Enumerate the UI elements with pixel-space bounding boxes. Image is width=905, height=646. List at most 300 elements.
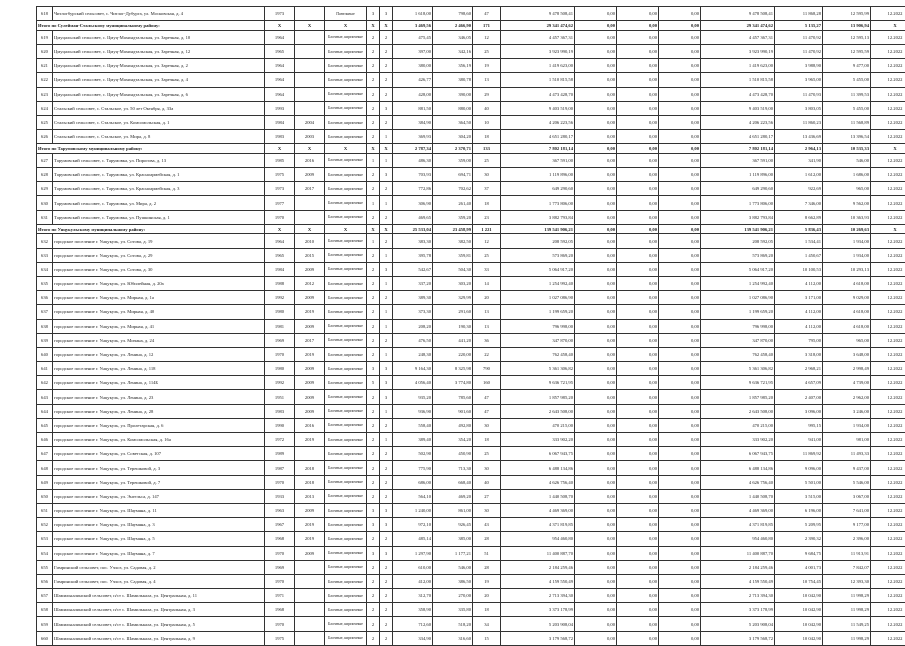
unit-cost-cell: 4 112,00 xyxy=(775,276,823,290)
fund-regional-cell: 0,00 xyxy=(617,153,659,167)
year-built-cell: 1992 xyxy=(265,291,295,305)
year-built-cell: 1975 xyxy=(265,631,295,645)
entrances-cell: X xyxy=(380,224,393,234)
cost-total-cell: 5 203 908,04 xyxy=(501,617,575,631)
residents-cell: 160 xyxy=(473,376,501,390)
fund-regional-cell: 0,00 xyxy=(617,234,659,248)
entrances-cell: 2 xyxy=(380,291,393,305)
year-built-cell: 1964 xyxy=(265,73,295,87)
cost-total-cell: 2 643 508,00 xyxy=(501,404,575,418)
row-number-cell: 625 xyxy=(37,115,53,129)
fund-regional-cell: 0,00 xyxy=(617,210,659,224)
address-cell: Шамилькалинский сельсовет, п/ст с. Шамилькала, ул. Центральная, д. 11 xyxy=(53,589,265,603)
completion-date-cell: 12.2022 xyxy=(871,73,905,87)
total-area-cell: 972,10 xyxy=(393,518,433,532)
living-area-cell: 1 177,21 xyxy=(433,546,473,560)
year-built-cell: 1967 xyxy=(265,518,295,532)
max-unit-cost-cell: 4 618,00 xyxy=(823,319,871,333)
table-row xyxy=(37,546,905,560)
completion-date-cell: 12.2022 xyxy=(871,30,905,44)
unit-cost-cell: 941,00 xyxy=(775,433,823,447)
table-row xyxy=(37,59,905,73)
fund-federal-cell: 0,00 xyxy=(575,518,617,532)
fund-local-cell: 0,00 xyxy=(659,532,701,546)
address-cell: Стальский сельсовет, с. Стальское, ул. Мира, д. 8 xyxy=(53,130,265,144)
living-area-cell: 798,60 xyxy=(433,7,473,21)
year-repair-cell xyxy=(295,44,325,58)
unit-cost-cell: 795,00 xyxy=(775,333,823,347)
max-unit-cost-cell: 965,00 xyxy=(823,182,871,196)
entrances-cell: X xyxy=(380,21,393,31)
fund-local-cell: 0,00 xyxy=(659,144,701,154)
completion-date-cell: 12.2022 xyxy=(871,210,905,224)
fund-federal-cell: 0,00 xyxy=(575,234,617,248)
unit-cost-cell: 995,15 xyxy=(775,418,823,432)
fund-regional-cell: 0,00 xyxy=(617,546,659,560)
total-area-cell: 369,93 xyxy=(393,130,433,144)
completion-date-cell: 12.2022 xyxy=(871,503,905,517)
unit-cost-cell: 9 096,00 xyxy=(775,461,823,475)
max-unit-cost-cell: 9 177,00 xyxy=(823,518,871,532)
entrances-cell: 2 xyxy=(380,475,393,489)
year-repair-cell xyxy=(295,560,325,574)
residents-cell: 13 xyxy=(473,305,501,319)
table-row xyxy=(37,291,905,305)
year-repair-cell xyxy=(295,574,325,588)
unit-cost-cell: 10 042,90 xyxy=(775,617,823,631)
cost-owners-cell: 9 636 721,95 xyxy=(701,376,775,390)
living-area-cell: 220,00 xyxy=(433,347,473,361)
residents-cell: 25 xyxy=(473,44,501,58)
max-unit-cost-cell: 1 686,00 xyxy=(823,168,871,182)
unit-cost-cell: 1 450,67 xyxy=(775,248,823,262)
unit-cost-cell: 6 196,00 xyxy=(775,503,823,517)
cost-owners-cell: 1 419 623,00 xyxy=(701,59,775,73)
wall-material-cell: Блочные, кирпичные xyxy=(325,276,367,290)
address-cell: городское поселение г. Унцукуль, ул. Терешковой, д. 7 xyxy=(53,475,265,489)
entrances-cell: 3 xyxy=(380,390,393,404)
unit-cost-cell: 5 209,95 xyxy=(775,518,823,532)
total-area-cell: 935,20 xyxy=(393,390,433,404)
entrances-cell: 3 xyxy=(380,101,393,115)
row-number-cell: 639 xyxy=(37,333,53,347)
row-number-cell: 650 xyxy=(37,489,53,503)
fund-regional-cell: 0,00 xyxy=(617,574,659,588)
completion-date-cell: 12.2022 xyxy=(871,518,905,532)
fund-federal-cell: 0,00 xyxy=(575,603,617,617)
wall-material-cell: Блочные, кирпичные xyxy=(325,101,367,115)
entrances-cell: 2 xyxy=(380,333,393,347)
max-unit-cost-cell: 12 595,59 xyxy=(823,44,871,58)
year-built-cell: 1964 xyxy=(265,87,295,101)
fund-federal-cell: 0,00 xyxy=(575,489,617,503)
fund-federal-cell: 0,00 xyxy=(575,376,617,390)
cost-owners-cell: 4 206 223,56 xyxy=(701,115,775,129)
max-unit-cost-cell: 9 029,00 xyxy=(823,291,871,305)
fund-local-cell: 0,00 xyxy=(659,489,701,503)
subtotal-label: Итого по Сулейман-Стальскому муниципальному району: xyxy=(37,21,265,31)
address-cell: Цмуцальский сельсовет, с. Цмуц-Махиндтальская, ул. Заречная, д. 10 xyxy=(53,30,265,44)
row-number-cell: 654 xyxy=(37,546,53,560)
floors-cell: X xyxy=(367,224,380,234)
row-number-cell: 641 xyxy=(37,362,53,376)
residents-cell: 20 xyxy=(473,589,501,603)
year-repair-cell: 2009 xyxy=(295,319,325,333)
table-row xyxy=(37,7,905,21)
unit-cost-cell: 11 470,92 xyxy=(775,30,823,44)
floors-cell: 2 xyxy=(367,532,380,546)
residents-cell: 40 xyxy=(473,475,501,489)
year-built-cell: 1990 xyxy=(265,418,295,432)
year-built-cell: 1963 xyxy=(265,503,295,517)
max-unit-cost-cell: 5 455,00 xyxy=(823,101,871,115)
max-unit-cost-cell: 10 363,93 xyxy=(823,210,871,224)
fund-regional-cell: 0,00 xyxy=(617,115,659,129)
table-row xyxy=(37,447,905,461)
cost-owners-cell: 4 651 280,17 xyxy=(701,130,775,144)
fund-local-cell: 0,00 xyxy=(659,248,701,262)
cost-total-cell: 4 457 367,31 xyxy=(501,30,575,44)
table-row xyxy=(37,503,905,517)
max-unit-cost-cell: 11 549,25 xyxy=(823,617,871,631)
cost-owners-cell: 1 027 086,90 xyxy=(701,291,775,305)
wall-material-cell: X xyxy=(325,21,367,31)
table-row xyxy=(37,115,905,129)
fund-local-cell: 0,00 xyxy=(659,347,701,361)
entrances-cell: 2 xyxy=(380,30,393,44)
living-area-cell: 382,50 xyxy=(433,234,473,248)
fund-local-cell: 0,00 xyxy=(659,276,701,290)
residents-cell: 19 xyxy=(473,574,501,588)
wall-material-cell: Блочные, кирпичные xyxy=(325,503,367,517)
fund-regional-cell: 0,00 xyxy=(617,224,659,234)
residents-cell: 30 xyxy=(473,168,501,182)
table-row xyxy=(37,532,905,546)
row-number-cell: 655 xyxy=(37,560,53,574)
unit-cost-cell: 2 390,32 xyxy=(775,532,823,546)
fund-regional-cell: 0,00 xyxy=(617,196,659,210)
floors-cell: 2 xyxy=(367,404,380,418)
cost-owners-cell: 9 478 508,41 xyxy=(701,7,775,21)
cost-total-cell: 1 419 623,00 xyxy=(501,59,575,73)
completion-date-cell: 12.2022 xyxy=(871,418,905,432)
year-built-cell: 1970 xyxy=(265,210,295,224)
row-number-cell: 643 xyxy=(37,390,53,404)
total-area-cell: 476,50 xyxy=(393,333,433,347)
fund-local-cell: 0,00 xyxy=(659,168,701,182)
year-built-cell: 1984 xyxy=(265,262,295,276)
wall-material-cell: Блочные, кирпичные xyxy=(325,418,367,432)
max-unit-cost-cell: 1 934,00 xyxy=(823,234,871,248)
entrances-cell: 2 xyxy=(380,589,393,603)
residents-cell: 47 xyxy=(473,7,501,21)
total-area-cell: 334,90 xyxy=(393,631,433,645)
cost-owners-cell: 3 923 990,19 xyxy=(701,44,775,58)
year-built-cell: 1983 xyxy=(265,130,295,144)
fund-local-cell: 0,00 xyxy=(659,433,701,447)
completion-date-cell: X xyxy=(871,144,905,154)
floors-cell: 1 xyxy=(367,196,380,210)
entrances-cell: 2 xyxy=(380,631,393,645)
entrances-cell: 2 xyxy=(380,574,393,588)
fund-federal-cell: 0,00 xyxy=(575,168,617,182)
floors-cell: X xyxy=(367,144,380,154)
year-repair-cell xyxy=(295,59,325,73)
completion-date-cell: 12.2022 xyxy=(871,631,905,645)
living-area-cell: 546,00 xyxy=(433,560,473,574)
fund-federal-cell: 0,00 xyxy=(575,404,617,418)
year-repair-cell: 2019 xyxy=(295,433,325,447)
year-repair-cell: 2009 xyxy=(295,362,325,376)
entrances-cell: 2 xyxy=(380,73,393,87)
fund-regional-cell: 0,00 xyxy=(617,144,659,154)
table-row xyxy=(37,603,905,617)
residents-cell: 18 xyxy=(473,130,501,144)
total-area-cell: 564,10 xyxy=(393,489,433,503)
address-cell: городское поселение г. Унцукуль, ул. Пролетарская, д. 6 xyxy=(53,418,265,432)
table-row xyxy=(37,319,905,333)
fund-local-cell: 0,00 xyxy=(659,7,701,21)
living-area-cell: 329,99 xyxy=(433,291,473,305)
residents-cell: 47 xyxy=(473,404,501,418)
floors-cell: 3 xyxy=(367,503,380,517)
fund-federal-cell: 0,00 xyxy=(575,7,617,21)
table-row xyxy=(37,560,905,574)
completion-date-cell: 12.2022 xyxy=(871,115,905,129)
entrances-cell: 3 xyxy=(380,503,393,517)
fund-federal-cell: 0,00 xyxy=(575,433,617,447)
floors-cell: 2 xyxy=(367,210,380,224)
cost-owners-cell: 4 469 369,00 xyxy=(701,503,775,517)
year-built-cell: 1977 xyxy=(265,196,295,210)
row-number-cell: 624 xyxy=(37,101,53,115)
fund-federal-cell: 0,00 xyxy=(575,347,617,361)
year-built-cell: 1964 xyxy=(265,234,295,248)
entrances-cell: 1 xyxy=(380,319,393,333)
cost-total-cell: 1 254 992,40 xyxy=(501,276,575,290)
fund-local-cell: 0,00 xyxy=(659,603,701,617)
unit-cost-cell: 11 868,28 xyxy=(775,7,823,21)
row-number-cell: 627 xyxy=(37,153,53,167)
fund-regional-cell: 0,00 xyxy=(617,319,659,333)
completion-date-cell: 12.2022 xyxy=(871,59,905,73)
year-repair-cell: 2003 xyxy=(295,130,325,144)
year-repair-cell: 2017 xyxy=(295,333,325,347)
fund-regional-cell: 0,00 xyxy=(617,603,659,617)
entrances-cell: 3 xyxy=(380,376,393,390)
completion-date-cell: 12.2022 xyxy=(871,262,905,276)
total-area-cell: 208,20 xyxy=(393,319,433,333)
floors-cell: 2 xyxy=(367,101,380,115)
residents-cell: 28 xyxy=(473,560,501,574)
subtotal-row xyxy=(37,21,905,31)
completion-date-cell: X xyxy=(871,224,905,234)
table-row xyxy=(37,87,905,101)
cost-owners-cell: 2 713 394,30 xyxy=(701,589,775,603)
total-area-cell: 542,67 xyxy=(393,262,433,276)
table-row xyxy=(37,333,905,347)
fund-local-cell: 0,00 xyxy=(659,376,701,390)
fund-federal-cell: 0,00 xyxy=(575,333,617,347)
fund-regional-cell: 0,00 xyxy=(617,617,659,631)
residents-cell: 36 xyxy=(473,333,501,347)
total-area-cell: 248,30 xyxy=(393,347,433,361)
table-row xyxy=(37,168,905,182)
fund-federal-cell: 0,00 xyxy=(575,631,617,645)
table-row xyxy=(37,518,905,532)
completion-date-cell: 12.2022 xyxy=(871,574,905,588)
living-area-cell: 901,60 xyxy=(433,404,473,418)
table-row xyxy=(37,234,905,248)
address-cell: Цмуцальский сельсовет, с. Цмуц-Махиндтальская, ул. Заречная, д. 6 xyxy=(53,87,265,101)
unit-cost-cell: 10 754,45 xyxy=(775,574,823,588)
completion-date-cell: 12.2022 xyxy=(871,248,905,262)
max-unit-cost-cell: 13 396,54 xyxy=(823,130,871,144)
table-row xyxy=(37,461,905,475)
total-area-cell: 397,00 xyxy=(393,44,433,58)
floors-cell: 2 xyxy=(367,390,380,404)
total-area-cell: 2 787,34 xyxy=(393,144,433,154)
fund-local-cell: 0,00 xyxy=(659,234,701,248)
address-cell: городское поселение г. Унцукуль, ул. Энгельса, д. 147 xyxy=(53,489,265,503)
living-area-cell: 926,45 xyxy=(433,518,473,532)
cost-total-cell: 5 361 306,82 xyxy=(501,362,575,376)
cost-owners-cell: 6 067 943,75 xyxy=(701,447,775,461)
row-number-cell: 634 xyxy=(37,262,53,276)
row-number-cell: 648 xyxy=(37,461,53,475)
completion-date-cell: 12.2022 xyxy=(871,376,905,390)
year-built-cell: 1972 xyxy=(265,433,295,447)
residents-cell: 12 xyxy=(473,30,501,44)
year-built-cell: 1975 xyxy=(265,168,295,182)
total-area-cell: 380,00 xyxy=(393,59,433,73)
max-unit-cost-cell: 10 269,63 xyxy=(823,224,871,234)
living-area-cell: 359,81 xyxy=(433,248,473,262)
cost-total-cell: 1 773 806,00 xyxy=(501,196,575,210)
total-area-cell: 384,90 xyxy=(393,115,433,129)
cost-total-cell: 6 067 943,75 xyxy=(501,447,575,461)
fund-local-cell: 0,00 xyxy=(659,21,701,31)
floors-cell: 2 xyxy=(367,276,380,290)
unit-cost-cell: 3 965,00 xyxy=(775,73,823,87)
wall-material-cell: Блочные, кирпичные xyxy=(325,291,367,305)
living-area-cell: 364,50 xyxy=(433,115,473,129)
fund-federal-cell: 0,00 xyxy=(575,617,617,631)
row-number-cell: 630 xyxy=(37,196,53,210)
residents-cell: 1 221 xyxy=(473,224,501,234)
living-area-cell: 346,05 xyxy=(433,30,473,44)
year-built-cell: 1970 xyxy=(265,475,295,489)
unit-cost-cell: 1 534,41 xyxy=(775,234,823,248)
year-built-cell: X xyxy=(265,144,295,154)
entrances-cell: 2 xyxy=(380,210,393,224)
wall-material-cell: Блочные, кирпичные xyxy=(325,631,367,645)
unit-cost-cell: 8 662,89 xyxy=(775,210,823,224)
living-area-cell: 2 466,90 xyxy=(433,21,473,31)
living-area-cell: 342,16 xyxy=(433,44,473,58)
max-unit-cost-cell: 546,00 xyxy=(823,153,871,167)
cost-total-cell: 11 400 887,70 xyxy=(501,546,575,560)
unit-cost-cell: 3 171,00 xyxy=(775,291,823,305)
cost-owners-cell: 333 902,20 xyxy=(701,433,775,447)
cost-owners-cell: 1 773 806,00 xyxy=(701,196,775,210)
table-row xyxy=(37,347,905,361)
table-row xyxy=(37,44,905,58)
wall-material-cell: Блочные, кирпичные xyxy=(325,532,367,546)
completion-date-cell: 12.2022 xyxy=(871,101,905,115)
year-repair-cell xyxy=(295,631,325,645)
completion-date-cell: 12.2022 xyxy=(871,319,905,333)
residents-cell: 171 xyxy=(473,21,501,31)
address-cell: городское поселение г. Унцукуль, ул. Комсомольская, д. 16а xyxy=(53,433,265,447)
entrances-cell: 2 xyxy=(380,617,393,631)
cost-total-cell: 5 064 917,20 xyxy=(501,262,575,276)
table-row xyxy=(37,276,905,290)
residents-cell: 18 xyxy=(473,196,501,210)
residents-cell: 30 xyxy=(473,418,501,432)
wall-material-cell: Блочные, кирпичные xyxy=(325,603,367,617)
max-unit-cost-cell: 11 568,89 xyxy=(823,115,871,129)
total-area-cell: 3 469,56 xyxy=(393,21,433,31)
total-area-cell: 373,30 xyxy=(393,305,433,319)
residents-cell: 40 xyxy=(473,101,501,115)
address-cell: Стальский сельсовет, с. Стальское, ул. Комсомольская, д. 1 xyxy=(53,115,265,129)
cost-owners-cell: 7 802 181,14 xyxy=(701,144,775,154)
unit-cost-cell: 2 968,21 xyxy=(775,362,823,376)
unit-cost-cell: 2 964,13 xyxy=(775,144,823,154)
address-cell: городское поселение г. Унцукуль, ул. Ленина, д. 12 xyxy=(53,347,265,361)
fund-local-cell: 0,00 xyxy=(659,30,701,44)
residents-cell: 133 xyxy=(473,144,501,154)
cost-owners-cell: 3 373 178,99 xyxy=(701,603,775,617)
cost-owners-cell: 573 869,20 xyxy=(701,248,775,262)
completion-date-cell: 12.2022 xyxy=(871,234,905,248)
cost-owners-cell: 347 870,00 xyxy=(701,333,775,347)
address-cell: городское поселение г. Унцукуль, ул. Шаумяна, д. 3 xyxy=(53,518,265,532)
table-row xyxy=(37,631,905,645)
fund-regional-cell: 0,00 xyxy=(617,418,659,432)
year-repair-cell xyxy=(295,617,325,631)
living-area-cell: 303,20 xyxy=(433,276,473,290)
fund-local-cell: 0,00 xyxy=(659,546,701,560)
fund-federal-cell: 0,00 xyxy=(575,503,617,517)
max-unit-cost-cell: 11 913,91 xyxy=(823,546,871,560)
completion-date-cell: 12.2022 xyxy=(871,560,905,574)
cost-total-cell: 2 713 394,30 xyxy=(501,589,575,603)
cost-total-cell: 4 469 369,00 xyxy=(501,503,575,517)
wall-material-cell: Блочные, кирпичные xyxy=(325,153,367,167)
fund-federal-cell: 0,00 xyxy=(575,130,617,144)
max-unit-cost-cell: 11 493,33 xyxy=(823,447,871,461)
address-cell: Цмуцальский сельсовет, с. Цмуц-Махиндтальская, ул. Заречная, д. 4 xyxy=(53,73,265,87)
floors-cell: 2 xyxy=(367,130,380,144)
year-built-cell: 1968 xyxy=(265,603,295,617)
wall-material-cell: Блочные, кирпичные xyxy=(325,333,367,347)
cost-owners-cell: 1 510 815,58 xyxy=(701,73,775,87)
entrances-cell: 2 xyxy=(380,418,393,432)
fund-regional-cell: 0,00 xyxy=(617,44,659,58)
total-area-cell: 486,30 xyxy=(393,153,433,167)
fund-local-cell: 0,00 xyxy=(659,574,701,588)
residents-cell: 51 xyxy=(473,546,501,560)
wall-material-cell: Блочные, кирпичные xyxy=(325,248,367,262)
wall-material-cell: X xyxy=(325,144,367,154)
max-unit-cost-cell: 3 246,00 xyxy=(823,404,871,418)
year-repair-cell: 2019 xyxy=(295,518,325,532)
fund-local-cell: 0,00 xyxy=(659,518,701,532)
fund-local-cell: 0,00 xyxy=(659,404,701,418)
year-built-cell: 1970 xyxy=(265,546,295,560)
